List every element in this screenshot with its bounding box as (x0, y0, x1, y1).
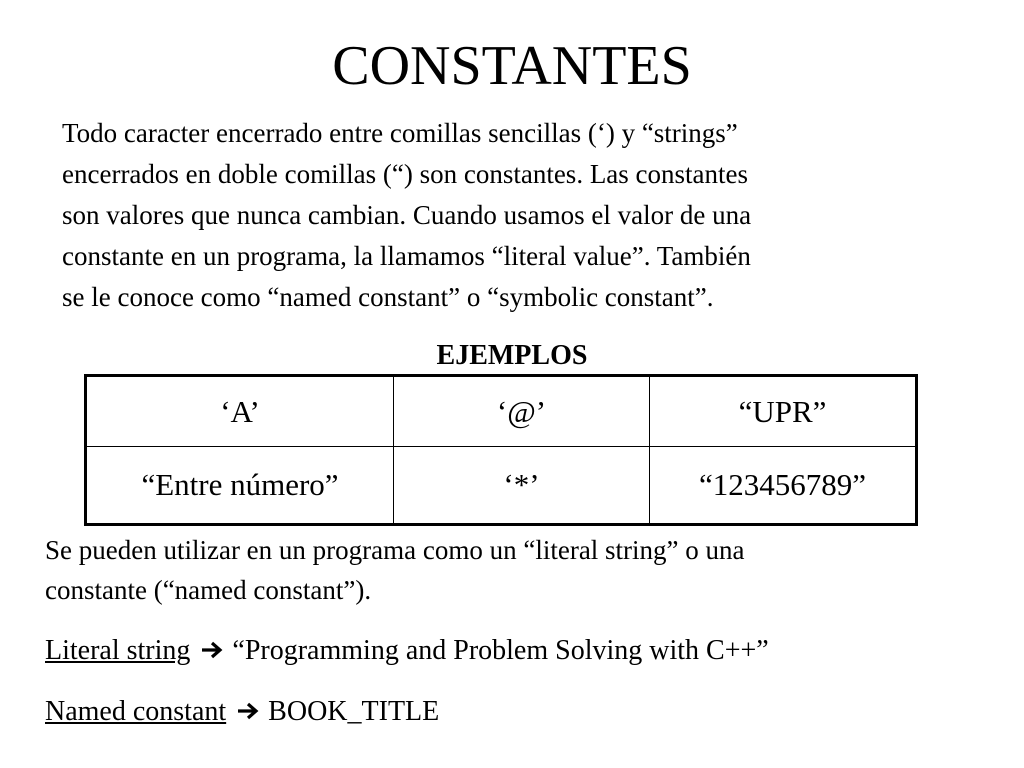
intro-line: Todo caracter encerrado entre comillas sencillas (‘) y “strings” (62, 118, 738, 148)
intro-line: se le conoce como “named constant” o “symbolic constant”. (62, 282, 714, 312)
table-cell: “123456789” (650, 447, 917, 525)
usage-line: Se pueden utilizar en un programa como un “literal string” o una (45, 535, 745, 565)
usage-paragraph (45, 530, 1005, 610)
table-cell: ‘@’ (394, 376, 650, 447)
named-constant-row (45, 692, 439, 732)
intro-line: son valores que nunca cambian. Cuando usamos el valor de una (62, 200, 752, 230)
examples-table (84, 374, 918, 526)
table-cell: “UPR” (650, 376, 917, 447)
right-arrow-icon (236, 701, 262, 721)
literal-string-row (45, 631, 769, 671)
table-row (86, 447, 917, 525)
literal-string-label: Literal string (45, 635, 191, 666)
slide-title: CONSTANTES (332, 35, 692, 97)
right-arrow-icon (200, 640, 226, 660)
usage-line: constante (“named constant”). (45, 575, 372, 605)
table-cell: ‘A’ (86, 376, 394, 447)
table-cell: “Entre número” (86, 447, 394, 525)
named-constant-value: BOOK_TITLE (268, 696, 440, 727)
intro-paragraph (62, 113, 962, 318)
table-cell: ‘*’ (394, 447, 650, 525)
table-row (86, 376, 917, 447)
intro-line: encerrados en doble comillas (“) son constantes. Las constantes (62, 159, 749, 189)
literal-string-value: “Programming and Problem Solving with C++” (232, 635, 769, 666)
named-constant-label: Named constant (45, 696, 227, 727)
examples-heading: EJEMPLOS (436, 340, 588, 371)
intro-line: constante en un programa, la llamamos “literal value”. También (62, 241, 751, 271)
